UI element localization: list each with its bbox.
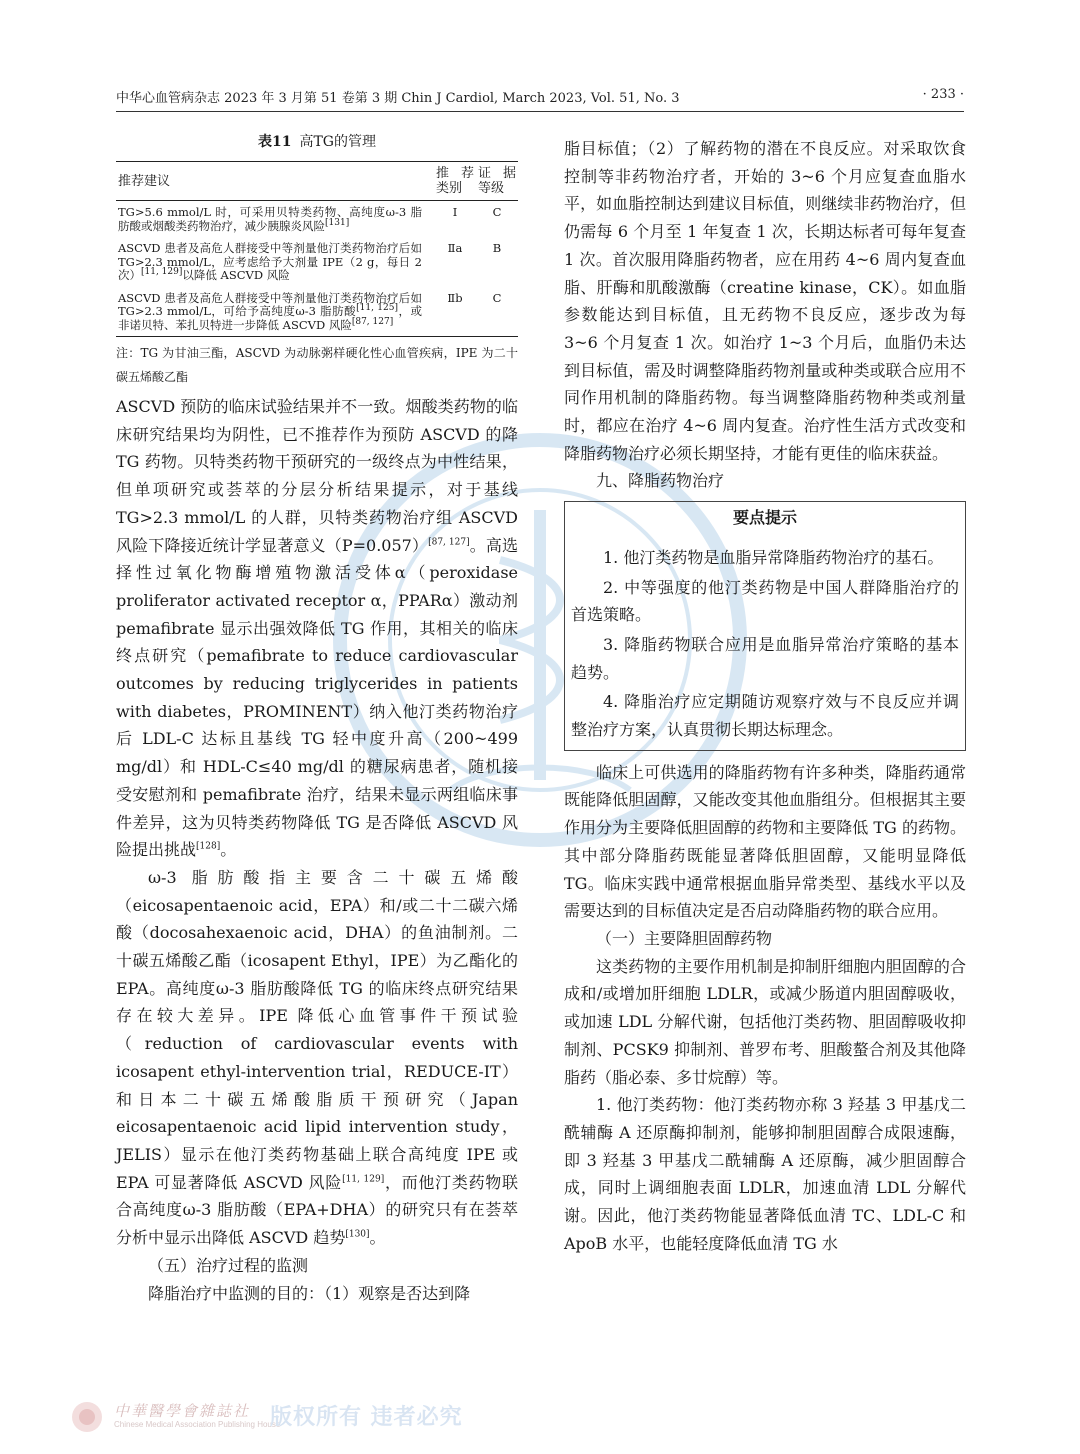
key-points-title: 要点提示 [732, 508, 797, 528]
col-header-level-text: 证据等级 [478, 166, 516, 196]
key-point-item: 4. 降脂治疗应定期随访观察疗效与不良反应并调整治疗方案，认真贯彻长期达标理念。 [571, 692, 959, 740]
citation-ref: [128] [196, 841, 221, 852]
section-heading: （五）治疗过程的监测 [148, 1255, 309, 1275]
col-header-class-text: 推荐类别 [436, 166, 474, 196]
table-11 [116, 135, 518, 389]
cell-level: C [492, 290, 502, 305]
citation-ref: [11, 129] [141, 267, 183, 278]
cell-recommendation [116, 237, 434, 287]
citation-ref: [131] [325, 217, 350, 228]
paragraph-text: 。 [220, 840, 237, 860]
table-caption: 高TG的管理 [299, 134, 376, 150]
citation-ref: [87, 127] [351, 316, 394, 327]
cell-recommendation [116, 201, 434, 238]
table-row [116, 237, 518, 287]
paragraph: 这类药物的主要作用机制是抑制肝细胞内胆固醇的合成和/或增加肝细胞 LDLR，或减少肠道内胆固醇吸收，或加速 LDL 分解代谢，包括他汀类药物、胆固醇吸收抑制剂、PCSK9 抑制剂、普罗布考、胆酸螯合剂及其他降脂药（脂必泰、多廿烷醇）等。 [564, 956, 966, 1087]
header-rule [116, 111, 964, 112]
paragraph-text: ，而他汀类药物联合高纯度ω-3 脂肪酸（EPA+DHA）的研究只有在荟萃分析中显示出降低 ASCVD 趋势 [116, 1172, 519, 1248]
cell-level: C [492, 205, 502, 219]
table-number: 表11 [257, 134, 292, 150]
citation-ref: [11, 125] [356, 303, 399, 314]
paragraph: 脂目标值；（2）了解药物的潜在不良反应。对采取饮食控制等非药物治疗者，开始的 3~6 个月应复查血脂水平，如血脂控制达到建议目标值，则继续非药物治疗，但仍需每 6 个月至 1 年复查 1 次，长期达标者可每年复查 1 次。首次服用降脂药物者，应在用药 4~6 周内复查血脂、肝酶和肌酸激酶（creatine kinase，CK）。如血脂参数能达到目标值，且无药物不良反应，逐步改为每 3~6 个月复查 1 次。如治疗 1~3 个月后，血脂仍未达到目标值，需及时调整降脂药物剂量或种类或联合应用不同作用机制的降脂药物。每当调整降脂药物种类或剂量时，都应在治疗 4~6 周内复查。治疗性生活方式改变和降脂药物治疗必须长期坚持，才能有更佳的临床获益。 [564, 139, 966, 463]
key-point-item: 3. 降脂药物联合应用是血脂异常治疗策略的基本趋势。 [571, 634, 959, 682]
publisher-name-en: Chinese Medical Association Publishing House [114, 1420, 281, 1429]
key-point-item: 2. 中等强度的他汀类药物是中国人群降脂治疗的首选策略。 [571, 577, 959, 625]
key-points-box [564, 501, 966, 751]
table-header-row [116, 162, 518, 201]
citation-ref: [130] [345, 1229, 370, 1240]
page-number: · 233 · [922, 87, 964, 102]
table-row [116, 201, 518, 238]
left-column [116, 135, 518, 1307]
section-heading: （一）主要降胆固醇药物 [596, 928, 773, 948]
rec-text-tail: 以降低 ASCVD 风险 [182, 268, 290, 282]
paragraph-text: ASCVD 预防的临床试验结果并不一致。烟酸类药物的临床研究结果均为阴性，已不推荐作为预防 ASCVD 的降 TG 药物。贝特类药物干预研究的一级终点为中性结果，但单项研究或荟萃的分层分析结果提示，对于基线 TG>2.3 mmol/L 的人群，贝特类药物治疗组 ASCVD 风险下降接近统计学显著意义（P=0.057） [116, 397, 518, 555]
col-header-class [434, 162, 476, 201]
table-note: 注：TG 为甘油三酯，ASCVD 为动脉粥样硬化性心血管疾病，IPE 为二十碳五烯酸乙酯 [116, 346, 518, 384]
key-point-item: 1. 他汀类药物是血脂异常降脂药物治疗的基石。 [603, 547, 944, 567]
copyright-mark: 版权所有 违者必究 [270, 1404, 463, 1430]
col-header-level [476, 162, 518, 201]
paragraph: 1. 他汀类药物：他汀类药物亦称 3 羟基 3 甲基戊二酰辅酶 A 还原酶抑制剂，能够抑制胆固醇合成限速酶，即 3 羟基 3 甲基戊二酰辅酶 A 还原酶，减少胆固醇合成，同时上调细胞表面 LDLR，加速血清 LDL 分解代谢。因此，他汀类药物能显著降低血清 TC、LDL-C 和 ApoB 水平，也能轻度降低血清 TG 水 [564, 1095, 966, 1253]
cell-recommendation [116, 287, 434, 337]
paragraph [116, 393, 518, 864]
paragraph-text: ω-3 脂肪酸指主要含二十碳五烯酸（eicosapentaenoic acid，EPA）和/或二十二碳六烯酸（docosahexaenoic acid，DHA）的鱼油制剂。二十碳五烯酸乙酯（icosapent Ethyl，IPE）为乙酯化的 EPA。高纯度ω-3 脂肪酸降低 TG 的临床终点研究结果存在较大差异。IPE 降低心血管事件干预试验（reduction of cardiovascular events with icosapent ethyl-intervention trial，REDUCE-IT）和日本二十碳五烯酸脂质干预研究（Japan eicosapentaenoic acid lipid intervention study，JELIS）显示在他汀类药物基础上联合高纯度 IPE 或 EPA 可显著降低 ASCVD 风险 [116, 867, 518, 1192]
col-header-recommendation: 推荐建议 [118, 173, 171, 189]
rec-text: ASCVD 患者及高危人群接受中等剂量他汀类药物治疗后如 TG>2.3 mmol/L，可给予高纯度ω-3 脂肪酸 [118, 290, 422, 318]
right-column [564, 135, 966, 1257]
paragraph-text: 。 [369, 1228, 386, 1248]
paragraph: 临床上可供选用的降脂药物有许多种类，降脂药通常既能降低胆固醇，又能改变其他血脂组分。但根据其主要作用分为主要降低胆固醇的药物和主要降低 TG 的药物。其中部分降脂药既能显著降低胆固醇，又能明显降低 TG。临床实践中通常根据血脂异常类型、基线水平以及需要达到的目标值决定是否启动降脂药物的联合应用。 [564, 762, 966, 921]
publisher-logo-icon [70, 1400, 104, 1434]
paragraph: 降脂治疗中监测的目的：（1）观察是否达到降 [148, 1283, 471, 1303]
section-heading: 九、降脂药物治疗 [596, 471, 725, 491]
journal-citation: 中华心血管病杂志 2023 年 3 月第 51 卷第 3 期 Chin J Cardiol, March 2023, Vol. 51, No. 3 [116, 91, 680, 106]
rec-text: ASCVD 患者及高危人群接受中等剂量他汀类药物治疗后如 TG>2.3 mmol/L，应考虑给予大剂量 IPE（2 g，每日 2 次） [118, 241, 422, 282]
cell-class: Ⅱa [447, 241, 463, 255]
recommendation-table [116, 161, 518, 337]
publisher-name: 中華醫學會雜誌社 [114, 1402, 251, 1420]
paragraph [116, 864, 518, 1252]
table-title [116, 135, 518, 149]
paragraph-text: 。高选择性过氧化物酶增殖物激活受体α（peroxidase proliferator activated receptor α，PPARα）激动剂 pemafibrate 显示出强效降低 TG 作用，其相关的临床终点研究（pemafibrate to reduce cardiovascular outcomes by reducing triglycerides in patients with diabetes，PROMINENT）纳入他汀类药物治疗后 LDL-C 达标且基线 TG 轻中度升高（200~499 mg/dl）和 HDL-C≤40 mg/dl 的糖尿病患者，随机接受安慰剂和 pemafibrate 治疗，结果未显示两组临床事件差异，这为贝特类药物降低 TG 是否降低 ASCVD 风险提出挑战 [116, 535, 518, 860]
cell-class: Ⅱb [447, 290, 463, 305]
cell-class: Ⅰ [452, 205, 458, 219]
rec-text: TG>5.6 mmol/L 时，可采用贝特类药物、高纯度ω-3 脂肪酸或烟酸类药物治疗，减少胰腺炎风险 [118, 205, 422, 233]
rec-text-tail: ，或非诺贝特、苯扎贝特进一步降低 ASCVD 风险 [118, 304, 423, 332]
citation-ref: [11, 129] [342, 1174, 385, 1185]
citation-ref: [87, 127] [428, 537, 470, 548]
publisher-watermark [70, 1398, 530, 1438]
table-row [116, 287, 518, 337]
cell-level: B [492, 241, 502, 255]
